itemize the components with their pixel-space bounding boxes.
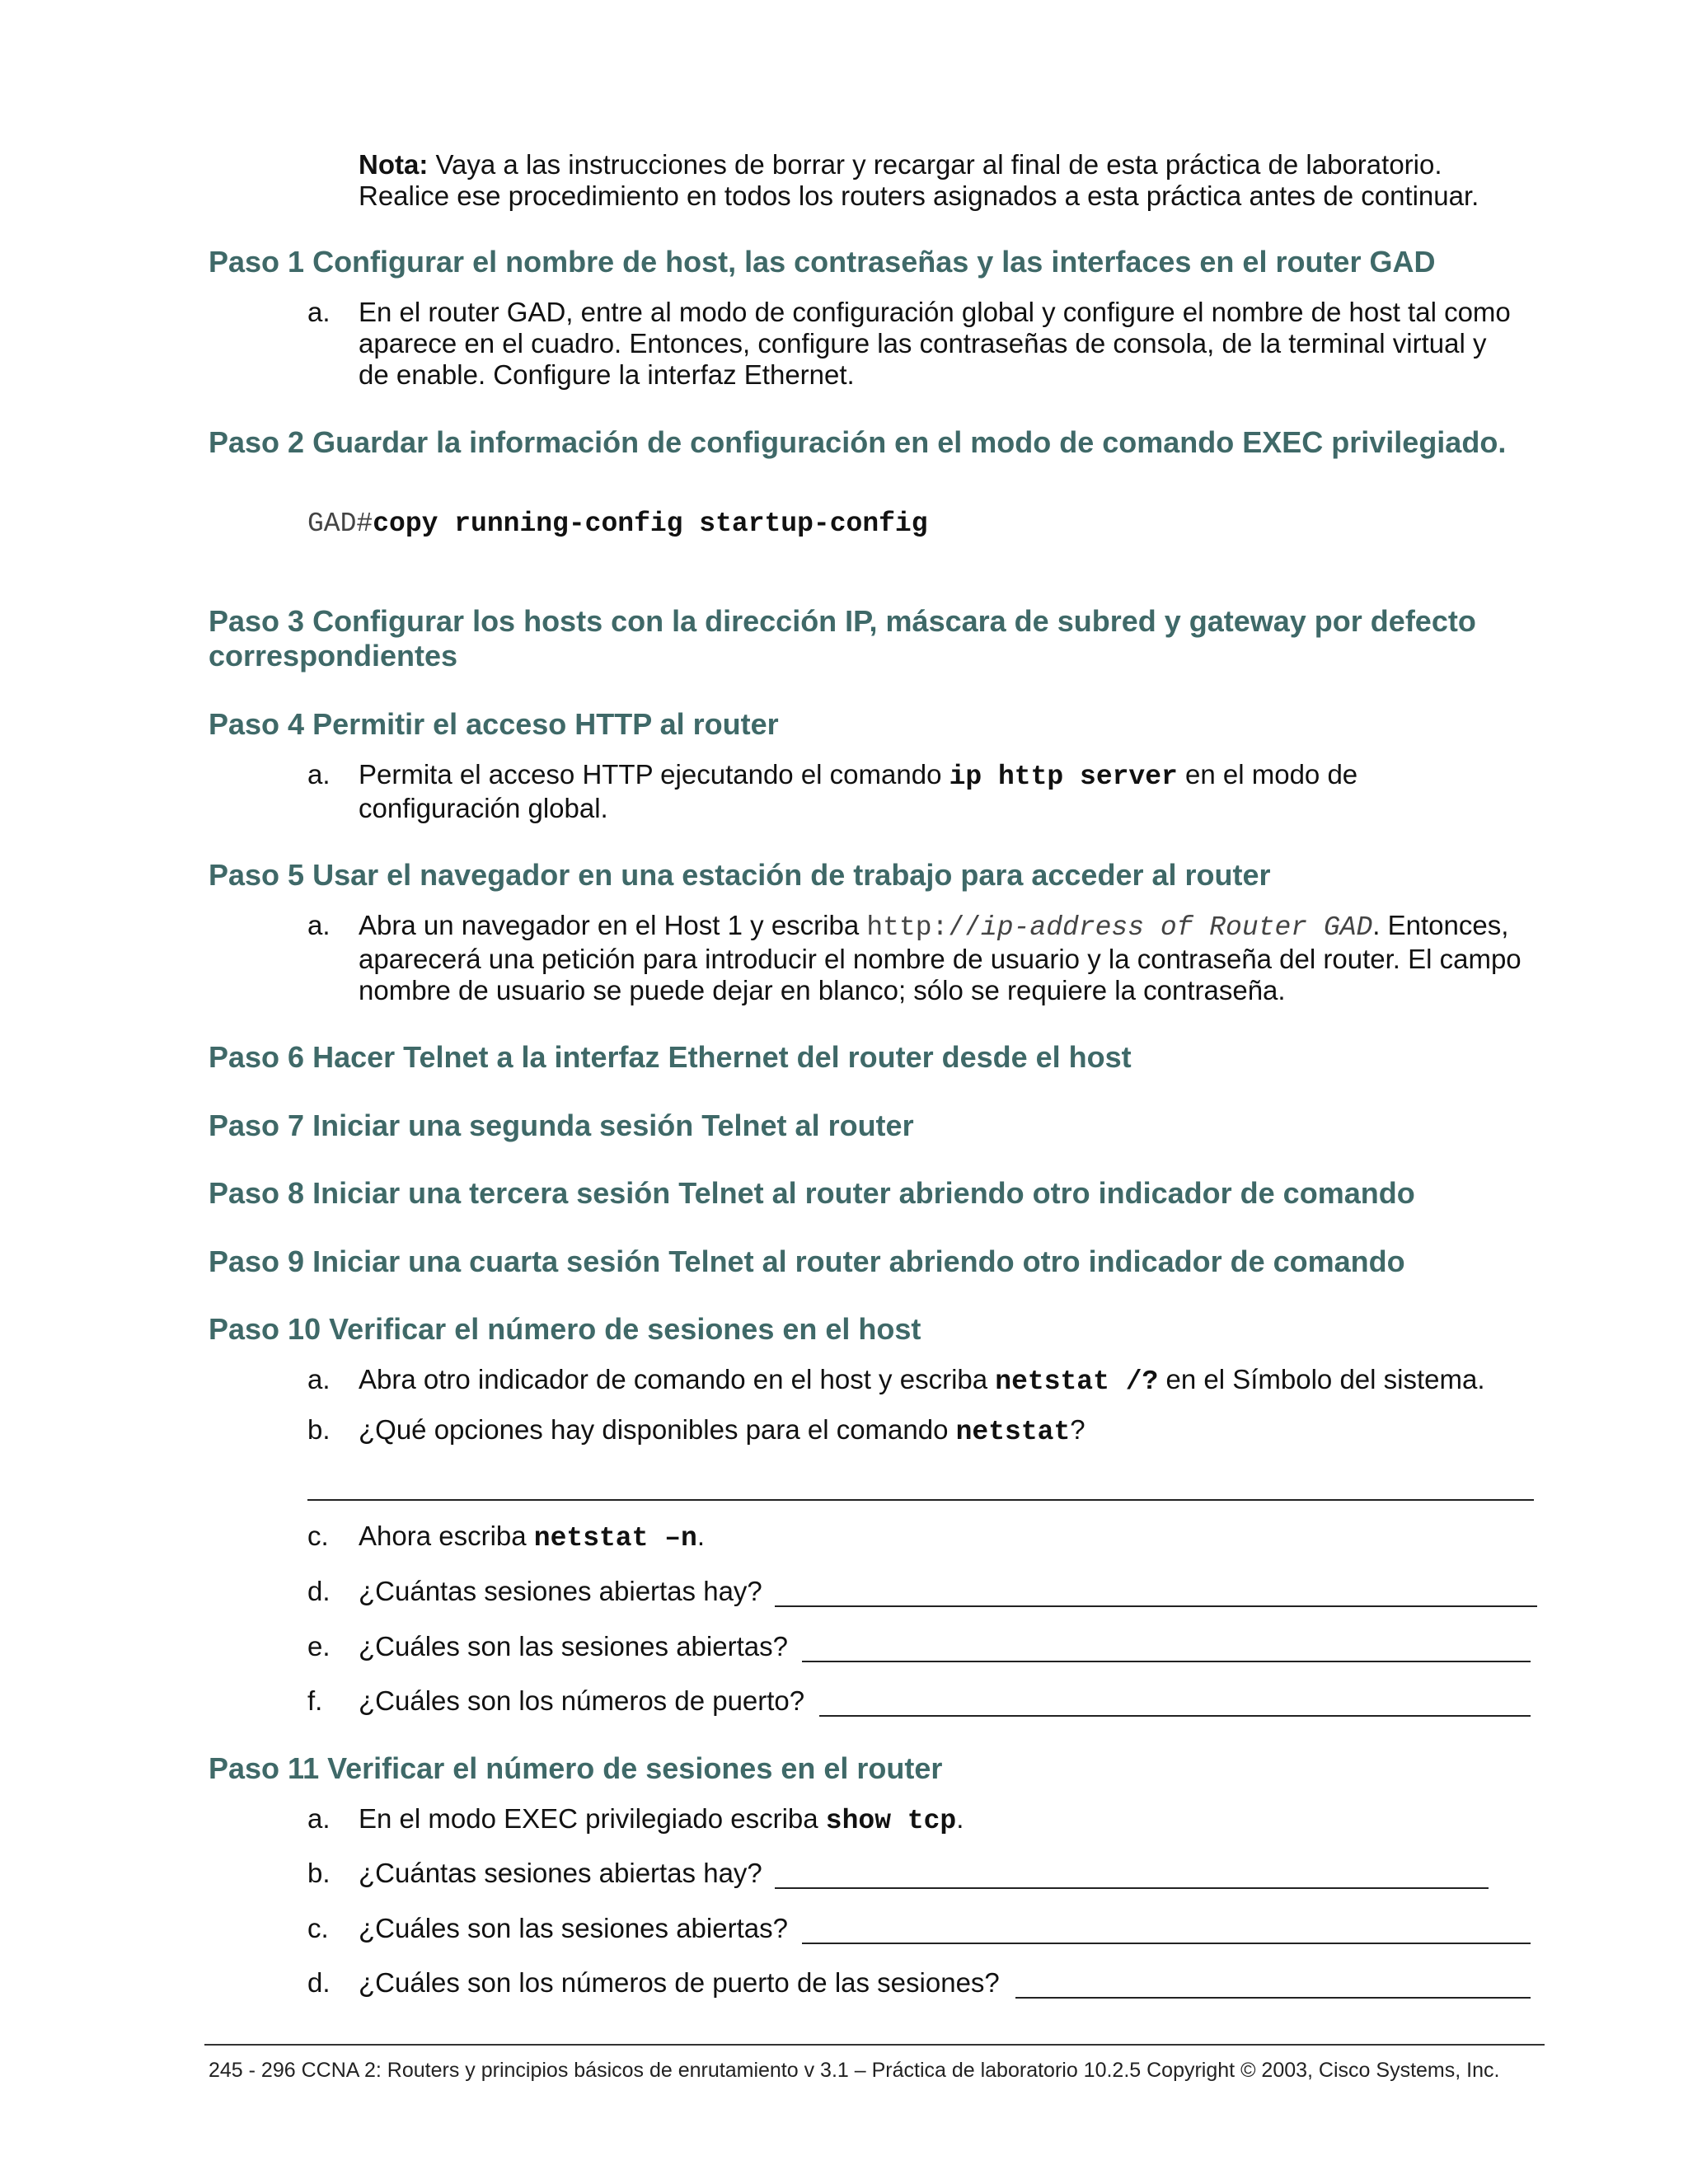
step-3-title: Paso 3 Configurar los hosts con la dirección IP, máscara de subred y gateway por defecto correspondientes [209,604,1476,673]
step-5-title: Paso 5 Usar el navegador en una estación de trabajo para acceder al router [209,858,1271,892]
url-placeholder: ip-address of Router GAD [981,912,1373,943]
answer-line-router-port-numbers[interactable] [1015,1997,1531,1999]
command-netstat: netstat [955,1417,1071,1447]
step-11-item-a: a. En el modo EXEC privilegiado escriba show tcp. [307,1803,964,1836]
footer-text: 245 - 296 CCNA 2: Routers y principios básicos de enrutamiento v 3.1 – Práctica de laboratorio 10.2.5 Copyright © 2003, Cisco Systems, Inc. [209,2059,1500,2082]
step-8-title: Paso 8 Iniciar una tercera sesión Telnet al router abriendo otro indicador de comando [209,1176,1415,1210]
step-10-item-e: e. ¿Cuáles son las sesiones abiertas? [307,1631,788,1661]
note-line-2: Realice ese procedimiento en todos los routers asignados a esta práctica antes de continuar. [359,180,1479,211]
step-11-item-b: b. ¿Cuántas sesiones abiertas hay? [307,1858,762,1888]
answer-line-host-sessions-count[interactable] [775,1605,1537,1607]
step-10-item-a: a. Abra otro indicador de comando en el host y escriba netstat /? en el Símbolo del sistema. [307,1364,1485,1397]
code-prompt: GAD# [307,509,373,539]
answer-line-options[interactable] [307,1499,1534,1501]
command-netstat-help: netstat /? [995,1366,1159,1397]
step-11-title: Paso 11 Verificar el número de sesiones en el router [209,1751,943,1785]
code-command: copy running-config startup-config [373,509,928,539]
step-9-title: Paso 9 Iniciar una cuarta sesión Telnet al router abriendo otro indicador de comando [209,1244,1405,1278]
command-netstat-n: netstat –n [533,1523,697,1554]
answer-line-router-sessions-count[interactable] [775,1887,1489,1889]
command-show-tcp: show tcp [825,1806,957,1836]
code-block [307,506,928,540]
step-1-item-a: a. En el router GAD, entre al modo de configuración global y configure el nombre de host tal como aparece en el cuadro. Entonces, configure las contraseñas de consola, de la terminal virtual y de enable. Configure la interfaz Ethernet. [307,297,1511,390]
step-7-title: Paso 7 Iniciar una segunda sesión Telnet al router [209,1108,914,1142]
note [359,149,1578,212]
answer-line-host-open-sessions[interactable] [802,1661,1531,1662]
step-10-title: Paso 10 Verificar el número de sesiones en el host [209,1312,921,1346]
step-4-item-a: a. Permita el acceso HTTP ejecutando el comando ip http server en el modo de configuración global. [307,759,1358,823]
step-10-item-f: f. ¿Cuáles son los números de puerto? [307,1685,805,1716]
step-6-title: Paso 6 Hacer Telnet a la interfaz Ethernet del router desde el host [209,1040,1132,1074]
step-1-title: Paso 1 Configurar el nombre de host, las contraseñas y las interfaces en el router GAD [209,245,1436,279]
footer-divider [204,2044,1545,2046]
note-line-1: Nota: Vaya a las instrucciones de borrar y recargar al final de esta práctica de laboratorio. [359,149,1442,180]
answer-line-router-open-sessions[interactable] [802,1943,1531,1944]
answer-line-host-port-numbers[interactable] [819,1715,1531,1717]
note-label: Nota: [359,149,429,180]
step-11-item-c: c. ¿Cuáles son las sesiones abiertas? [307,1913,788,1943]
step-10-item-b: b. ¿Qué opciones hay disponibles para el comando netstat? [307,1414,1085,1447]
step-11-item-d: d. ¿Cuáles son los números de puerto de las sesiones? [307,1967,1000,1998]
step-10-item-d: d. ¿Cuántas sesiones abiertas hay? [307,1576,762,1606]
command-ip-http-server: ip http server [949,762,1178,792]
step-2-title: Paso 2 Guardar la información de configuración en el modo de comando EXEC privilegiado. [209,425,1507,459]
step-5-item-a: a. Abra un navegador en el Host 1 y escriba http://ip-address of Router GAD. Entonces, aparecerá una petición para introducir el nombre de usuario y la contraseña del router. El campo nombre de usuario se puede dejar en blanco; sólo se requiere la contraseña. [307,910,1522,1005]
step-4-title: Paso 4 Permitir el acceso HTTP al router [209,707,779,741]
url-prefix: http:// [866,912,981,943]
step-10-item-c: c. Ahora escriba netstat –n. [307,1521,705,1554]
